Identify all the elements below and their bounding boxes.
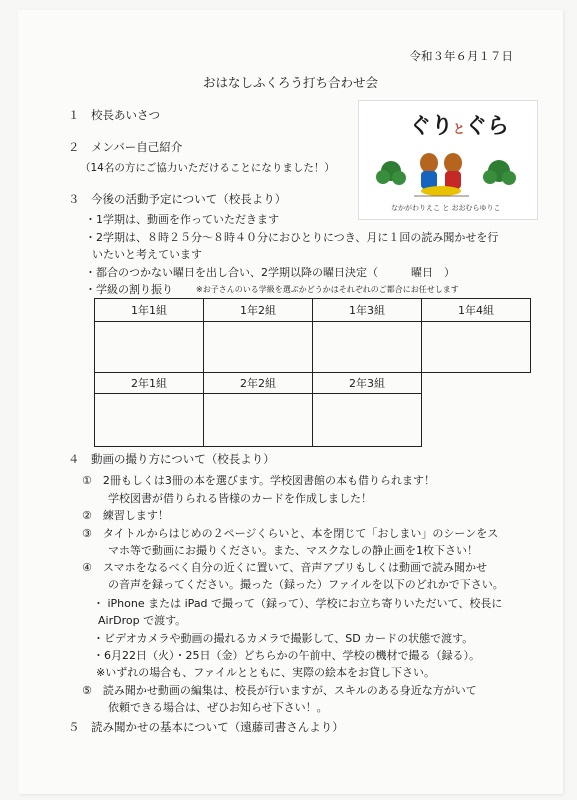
book-cover-image [358, 100, 538, 220]
section-2: ２ メンバー自己紹介 [68, 140, 183, 154]
book-author: なかがわりえこ と おおむらゆりこ [391, 204, 501, 212]
section-4-item: ③ タイトルからはじめの２ページくらいと、本を閉じて「おしまい」のシーンをス [82, 527, 499, 540]
class-cell: 2年2組 [204, 373, 313, 394]
section-4-item: ・ビデオカメラや動画の撮れるカメラで撮影して、SD カードの状態で渡す。 [93, 632, 474, 645]
class-entry-cell [95, 394, 204, 447]
class-entry-cell [422, 322, 531, 373]
section-4-item: ・ iPhone または iPad で撮って（録って）、学校にお立ち寄りいただいて、校長に [93, 597, 503, 610]
section-3: ３ 今後の活動予定について（校長より） [68, 192, 287, 206]
section-3-item: いたいと考えています [92, 248, 202, 261]
class-cell: 1年4組 [422, 299, 531, 322]
document-title: おはなしふくろう打ち合わせ会 [202, 75, 378, 90]
section-4-item: マホ等で動画にお撮りください。また、マスクなしの静止画を1枚下さい！ [108, 544, 478, 557]
class-cell: 1年1組 [95, 299, 204, 322]
section-4: ４ 動画の撮り方について（校長より） [68, 452, 275, 466]
section-2-note: （14名の方にご協力いただけることになりました！） [80, 162, 335, 174]
book-title: ぐりとぐら [409, 113, 510, 139]
section-3-item: ・学級の割り振り [85, 283, 173, 296]
section-4-item: ① 2冊もしくは3冊の本を選びます。学校図書館の本も借りられます！ [82, 474, 435, 487]
class-entry-cell [204, 394, 313, 447]
section-4-item: 学校図書が借りられる皆様のカードを作成しました！ [108, 492, 372, 505]
section-4-item: 依頼できる場合は、ぜひお知らせ下さい！。 [108, 701, 328, 714]
section-5: ５ 読み聞かせの基本について（遠藤司書さんより） [68, 720, 344, 734]
document-date: 令和３年６月１７日 [409, 49, 513, 63]
section-4-item: ⑤ 読み聞かせ動画の編集は、校長が行いますが、スキルのある身近な方がいて [82, 684, 477, 697]
section-3-note: ※お子さんのいる学級を選ぶかどうかはそれぞれのご都合にお任せします [196, 285, 459, 294]
section-4-item: ・6月22日（火）・25日（金）どちらかの午前中、学校の機材で撮る（録る）。 [93, 649, 480, 662]
section-4-item: ② 練習します！ [82, 509, 169, 522]
class-cell: 2年3組 [313, 373, 422, 394]
section-1: １ 校長あいさつ [68, 108, 160, 122]
class-entry-cell [95, 322, 204, 373]
class-cell: 1年2組 [204, 299, 313, 322]
class-entry-cell [204, 322, 313, 373]
section-4-item: AirDrop で渡す。 [98, 614, 187, 627]
section-3-item: ・2学期は、８時２５分～８時４０分におひとりにつき、月に１回の読み聞かせを行 [85, 231, 499, 244]
section-4-item: の音声を録ってください。撮った（録った）ファイルを以下のどれかで下さい。 [108, 578, 504, 591]
class-assignment-table [94, 298, 531, 447]
section-4-item: ④ スマホをなるべく自分の近くに置いて、音声アプリもしくは動画で読み聞かせ [82, 561, 487, 574]
class-entry-cell [313, 394, 422, 447]
section-3-item: ・1学期は、動画を作っていただきます [85, 213, 279, 226]
section-3-item: ・都合のつかない曜日を出し合い、2学期以降の曜日決定（ 曜日 ） [85, 266, 455, 279]
class-cell: 1年3組 [313, 299, 422, 322]
class-entry-cell [313, 322, 422, 373]
class-cell: 2年1組 [95, 373, 204, 394]
section-4-item: ※いずれの場合も、ファイルとともに、実際の絵本をお貸し下さい。 [96, 666, 435, 679]
book-illustration [359, 101, 537, 219]
document-page [18, 10, 563, 794]
